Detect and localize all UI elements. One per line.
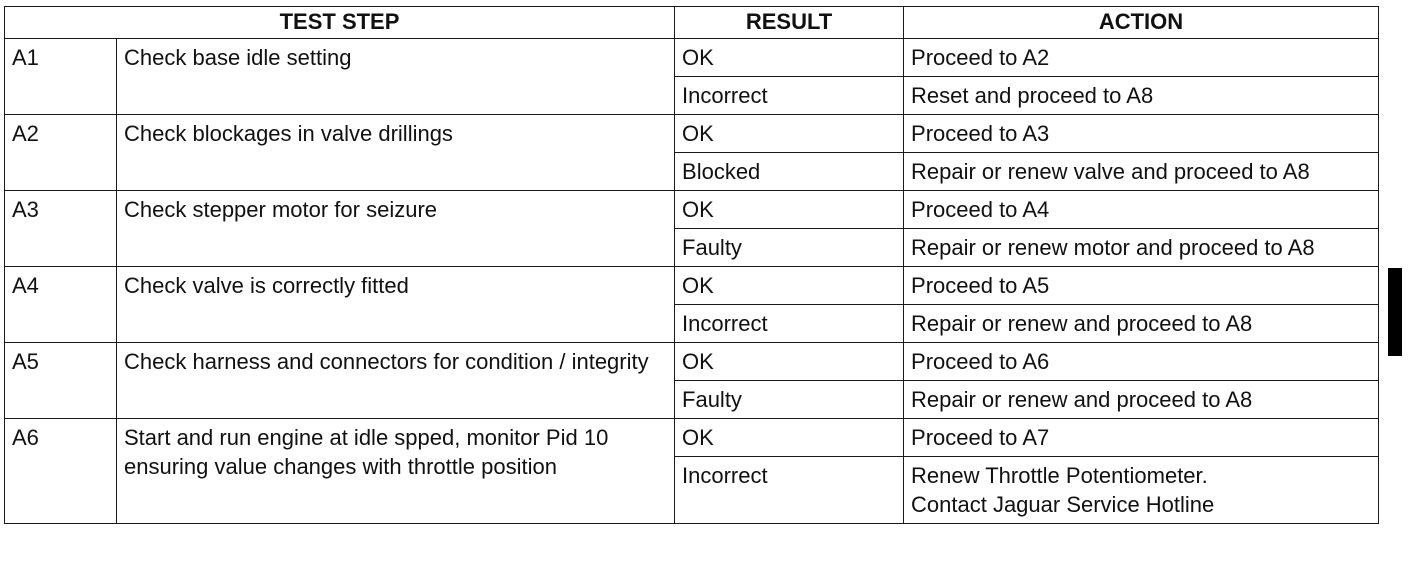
action-cell: Proceed to A7 — [904, 419, 1379, 457]
table-row — [5, 343, 1379, 381]
result-cell: OK — [675, 343, 904, 381]
step-description: Check base idle setting — [117, 39, 675, 115]
table-row — [5, 267, 1379, 305]
step-id: A6 — [5, 419, 117, 524]
action-cell: Proceed to A2 — [904, 39, 1379, 77]
result-cell: OK — [675, 191, 904, 229]
result-cell: OK — [675, 419, 904, 457]
result-cell: OK — [675, 115, 904, 153]
result-cell: Blocked — [675, 153, 904, 191]
action-cell: Reset and proceed to A8 — [904, 77, 1379, 115]
step-description: Check harness and connectors for condition / integrity — [117, 343, 675, 419]
result-cell: Incorrect — [675, 457, 904, 524]
step-description: Start and run engine at idle spped, monitor Pid 10 ensuring value changes with throttle position — [117, 419, 675, 524]
step-id: A1 — [5, 39, 117, 115]
header-result: RESULT — [675, 7, 904, 39]
step-description: Check blockages in valve drillings — [117, 115, 675, 191]
action-cell: Proceed to A3 — [904, 115, 1379, 153]
action-cell: Proceed to A5 — [904, 267, 1379, 305]
result-cell: Faulty — [675, 229, 904, 267]
table-body — [5, 39, 1379, 524]
table-row — [5, 115, 1379, 153]
table-row — [5, 419, 1379, 457]
result-cell: OK — [675, 39, 904, 77]
result-cell: OK — [675, 267, 904, 305]
action-cell: Repair or renew and proceed to A8 — [904, 305, 1379, 343]
action-cell: Renew Throttle Potentiometer. Contact Jaguar Service Hotline — [904, 457, 1379, 524]
header-test-step: TEST STEP — [5, 7, 675, 39]
section-marker-tab — [1388, 268, 1402, 356]
step-id: A3 — [5, 191, 117, 267]
result-cell: Incorrect — [675, 77, 904, 115]
action-cell: Repair or renew and proceed to A8 — [904, 381, 1379, 419]
action-cell: Proceed to A6 — [904, 343, 1379, 381]
table-header-row — [5, 7, 1379, 39]
diagnostic-test-table — [4, 6, 1379, 524]
result-cell: Incorrect — [675, 305, 904, 343]
step-description: Check stepper motor for seizure — [117, 191, 675, 267]
table-row — [5, 191, 1379, 229]
step-id: A2 — [5, 115, 117, 191]
header-action: ACTION — [904, 7, 1379, 39]
action-cell: Repair or renew valve and proceed to A8 — [904, 153, 1379, 191]
result-cell: Faulty — [675, 381, 904, 419]
step-id: A4 — [5, 267, 117, 343]
action-cell: Repair or renew motor and proceed to A8 — [904, 229, 1379, 267]
step-id: A5 — [5, 343, 117, 419]
table-row — [5, 39, 1379, 77]
action-cell: Proceed to A4 — [904, 191, 1379, 229]
step-description: Check valve is correctly fitted — [117, 267, 675, 343]
